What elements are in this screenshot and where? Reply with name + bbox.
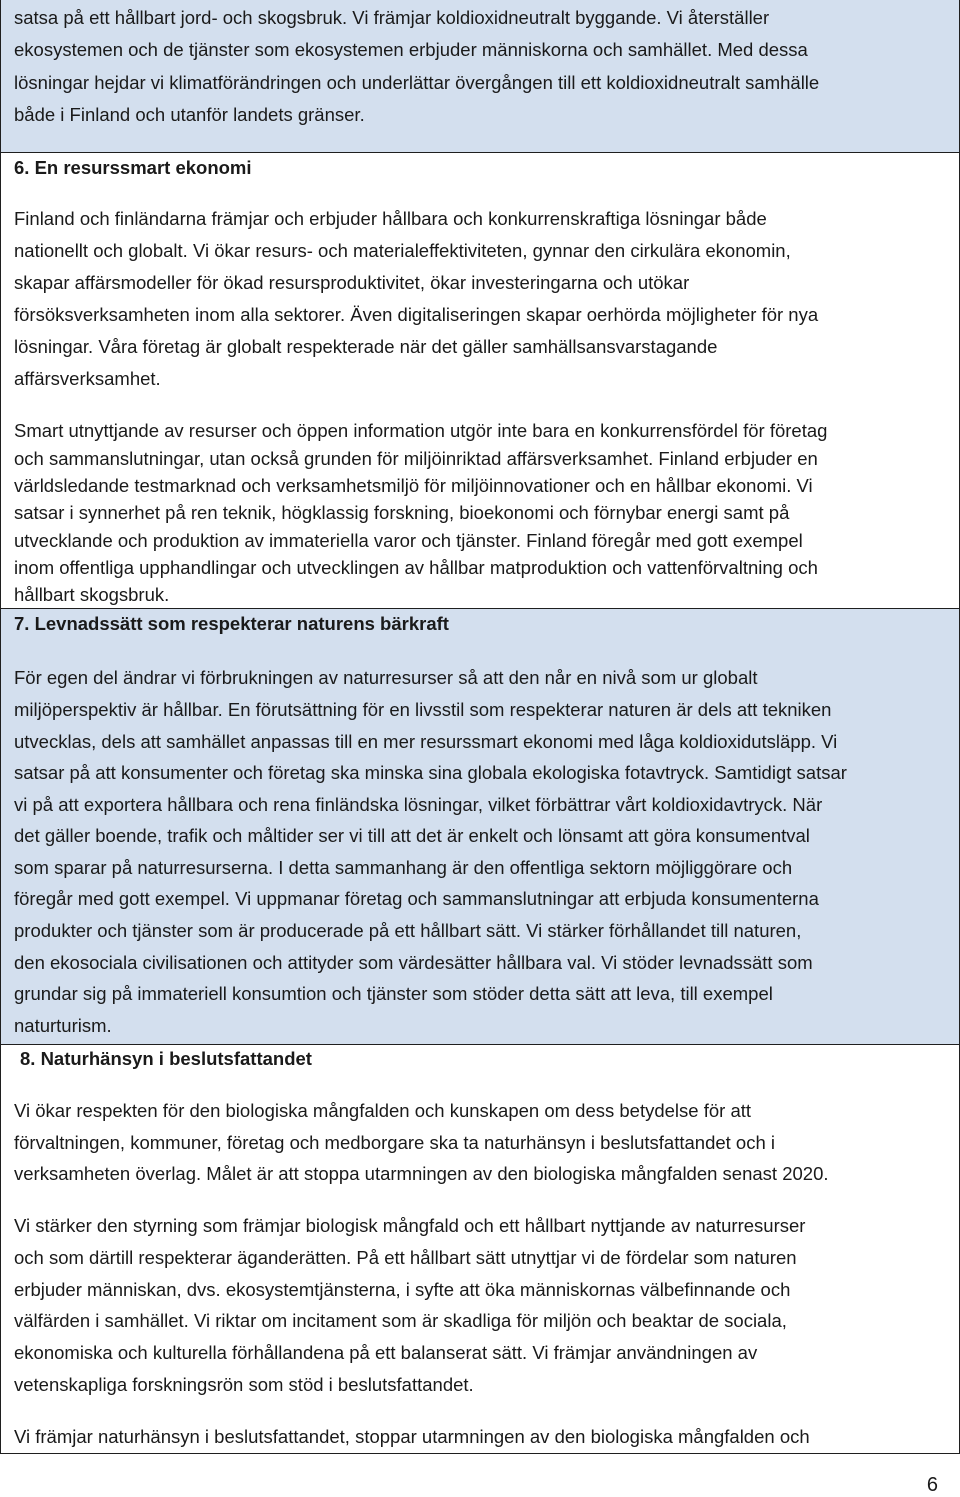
text-line: det gäller boende, trafik och måltider ser vi till att det är enkelt och lönsamt att göra konsumentval — [14, 825, 810, 846]
text-line: skapar affärsmodeller för ökad resursproduktivitet, ökar investeringarna och utökar — [14, 272, 690, 293]
text-line: vi på att exportera hållbara och rena finländska lösningar, vilket förbättrar vårt koldioxidavtryck. När — [14, 794, 823, 815]
section-heading: 7. Levnadssätt som respekterar naturens bärkraft — [14, 613, 449, 634]
text-line: som sparar på naturresurserna. I detta sammanhang är den offentliga sektorn möjliggörare och — [14, 857, 793, 878]
text-line: produkter och tjänster som är producerade på ett hållbart sätt. Vi stärker förhållandet till naturen, — [14, 920, 802, 941]
text-line: satsa på ett hållbart jord- och skogsbruk. Vi främjar koldioxidneutralt byggande. Vi återställer — [14, 7, 770, 28]
text-line: den ekosociala civilisationen och attityder som värdesätter hållbara val. Vi stöder levnadssätt som — [14, 952, 813, 973]
text-line: ekonomiska och kulturella förhållandena på ett balanserat sätt. Vi främjar användningen av — [14, 1342, 758, 1363]
text-line: Finland och finländarna främjar och erbjuder hållbara och konkurrenskraftiga lösningar både — [14, 208, 767, 229]
text-line: miljöperspektiv är hållbar. En förutsättning för en livsstil som respekterar naturen är dels att tekniken — [14, 699, 832, 720]
text-line: ekosystemen och de tjänster som ekosystemen erbjuder människorna och samhället. Med dessa — [14, 39, 808, 60]
text-line: nationellt och globalt. Vi ökar resurs- och materialeffektiviteten, gynnar den cirkulära ekonomin, — [14, 240, 791, 261]
text-line: hållbart skogsbruk. — [14, 584, 170, 605]
text-line: naturturism. — [14, 1015, 112, 1036]
page-number: 6 — [926, 1474, 938, 1496]
text-line: föregår med gott exempel. Vi uppmanar företag och sammanslutningar att erbjuda konsumenterna — [14, 888, 819, 909]
section-heading: 6. En resurssmart ekonomi — [14, 157, 252, 178]
text-line: satsar på att konsumenter och företag ska minska sina globala ekologiska fotavtryck. Samtidigt satsar — [14, 762, 847, 783]
text-line: lösningar hejdar vi klimatförändringen och underlättar övergången till ett koldioxidneutralt samhälle — [14, 72, 820, 93]
text-line: förvaltningen, kommuner, företag och medborgare ska ta naturhänsyn i beslutsfattandet och i — [14, 1132, 776, 1153]
text-line: världsledande testmarknad och verksamhetsmiljö för miljöinnovationer och en hållbar ekonomi. Vi — [14, 475, 813, 496]
text-line: Vi främjar naturhänsyn i beslutsfattandet, stoppar utarmningen av den biologiska mångfalden och — [14, 1426, 810, 1447]
text-line: verksamheten överlag. Målet är att stoppa utarmningen av den biologiska mångfalden senast 2020. — [14, 1163, 829, 1184]
text-line: utvecklas, dels att samhället anpassas till en mer resurssmart ekonomi med låga koldioxidutsläpp. Vi — [14, 731, 838, 752]
text-line: grundar sig på immateriell konsumtion och tjänster som stöder detta sätt att leva, till exempel — [14, 983, 773, 1004]
text-line: och som därtill respekterar äganderätten. På ett hållbart sätt utnyttjar vi de fördelar som naturen — [14, 1247, 797, 1268]
text-line: Vi ökar respekten för den biologiska mångfalden och kunskapen om dess betydelse för att — [14, 1100, 752, 1121]
text-line: inom offentliga upphandlingar och utvecklingen av hållbar matproduktion och vattenförvaltning och — [14, 557, 818, 578]
text-line: För egen del ändrar vi förbrukningen av naturresurser så att den når en nivå som ur globalt — [14, 667, 758, 688]
text-line: affärsverksamhet. — [14, 368, 161, 389]
text-line: lösningar. Våra företag är globalt respekterade när det gäller samhällsansvarstagande — [14, 336, 718, 357]
text-line: satsar i synnerhet på ren teknik, högklassig forskning, bioekonomi och förnybar energi samt på — [14, 502, 790, 523]
text-line: och sammanslutningar, utan också grunden för miljöinriktad affärsverksamhet. Finland erbjuder en — [14, 448, 818, 469]
text-line: Smart utnyttjande av resurser och öppen information utgör inte bara en konkurrensfördel för företag — [14, 420, 828, 441]
text-line: Vi stärker den styrning som främjar biologisk mångfald och ett hållbart nyttjande av naturresurser — [14, 1215, 806, 1236]
text-line: utvecklande och produktion av immateriella varor och tjänster. Finland föregår med gott exempel — [14, 530, 803, 551]
text-line: vetenskapliga forskningsrön som stöd i beslutsfattandet. — [14, 1374, 474, 1395]
text-line: försöksverksamheten inom alla sektorer. Även digitaliseringen skapar oerhörda möjligheter för nya — [14, 304, 819, 325]
text-line: både i Finland och utanför landets gränser. — [14, 104, 365, 125]
text-line: erbjuder människan, dvs. ekosystemtjänsterna, i syfte att öka människornas välbefinnande och — [14, 1279, 791, 1300]
section-heading: 8. Naturhänsyn i beslutsfattandet — [20, 1048, 312, 1069]
text-line: välfärden i samhället. Vi riktar om incitament som är skadliga för miljön och beaktar de sociala, — [14, 1310, 787, 1331]
